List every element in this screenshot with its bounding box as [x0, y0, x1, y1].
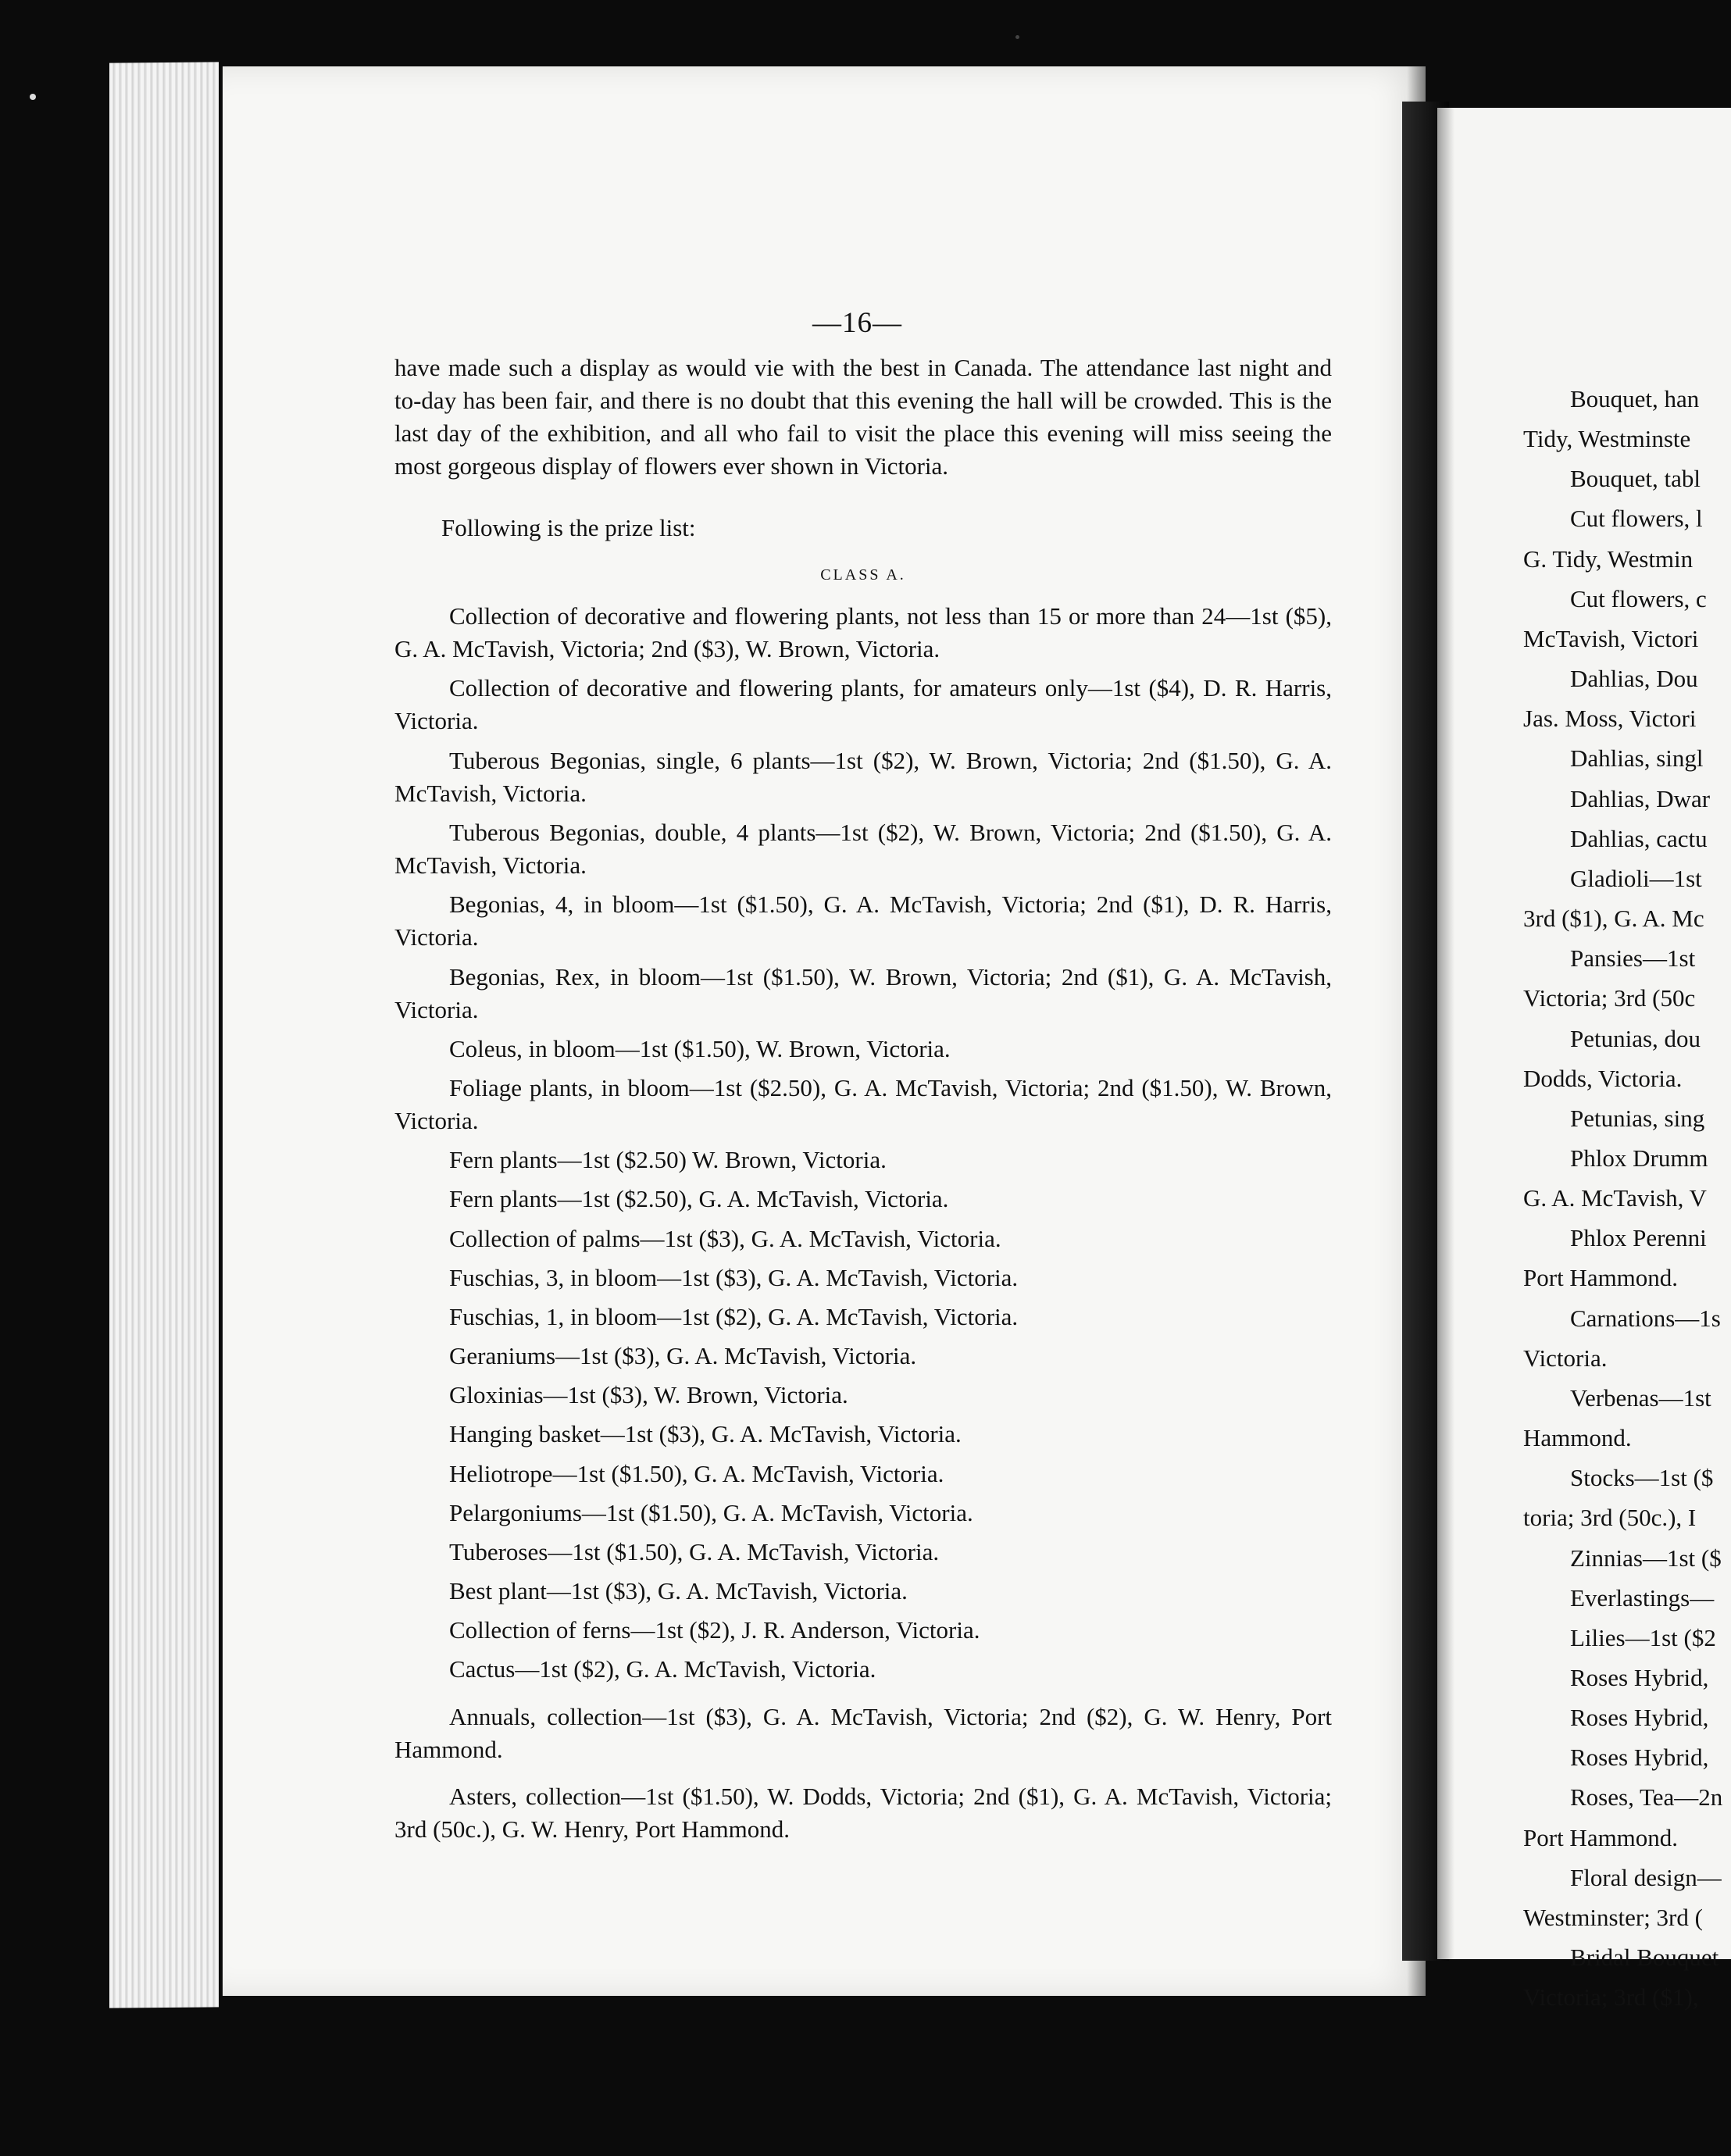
class-heading: CLASS A. [820, 566, 906, 584]
right-line: Floral design— [1570, 1863, 1722, 1891]
right-line: Roses Hybrid, [1570, 1704, 1709, 1732]
right-line: toria; 3rd (50c.), I [1523, 1504, 1697, 1532]
right-line: Dahlias, singl [1570, 744, 1704, 773]
right-line: Carnations—1s [1570, 1304, 1721, 1332]
prize-entry: Hanging basket—1st ($3), G. A. McTavish, Victoria. [449, 1420, 962, 1448]
prize-entry: Fern plants—1st ($2.50) W. Brown, Victoria. [449, 1146, 887, 1174]
prize-entry: Collection of ferns—1st ($2), J. R. Anderson, Victoria. [449, 1616, 980, 1644]
right-line: Pansies—1st [1570, 944, 1696, 973]
prize-entry: Collection of palms—1st ($3), G. A. McTavish, Victoria. [449, 1224, 1001, 1252]
right-line: Cut flowers, c [1570, 584, 1707, 612]
book-page-edges [109, 62, 219, 2008]
prize-entry: Gloxinias—1st ($3), W. Brown, Victoria. [449, 1381, 848, 1409]
right-line: Roses Hybrid, [1570, 1744, 1709, 1772]
right-line: Verbenas—1st [1570, 1383, 1711, 1412]
prize-entry: Begonias, 4, in bloom—1st ($1.50), G. A. McTavish, Victoria; 2nd ($1), D. R. Harris, Victoria. [394, 891, 1332, 951]
right-line: Tidy, Westminste [1523, 425, 1691, 453]
prize-entry: Tuberous Begonias, single, 6 plants—1st ($2), W. Brown, Victoria; 2nd ($1.50), G. A. McTavish, Victoria. [394, 746, 1332, 807]
right-line: Victoria; 3rd ($1), [1523, 1983, 1699, 2011]
intro-paragraph: have made such a display as would vie with the best in Canada. The attendance last night and to-day has been fair, and there is no doubt that this evening the hall will be crowded. This is the last day of the exhibition, and all who fail to visit the place this evening will miss seeing the most gorgeous display of flowers ever shown in Victoria. [394, 354, 1332, 480]
right-line: Roses, Tea—2n [1570, 1783, 1723, 1812]
prize-entry: Geraniums—1st ($3), G. A. McTavish, Victoria. [449, 1342, 917, 1370]
right-line: Hammond. [1523, 1424, 1632, 1452]
right-line: Victoria; 3rd (50c [1523, 984, 1696, 1012]
dust-speck [1015, 35, 1019, 39]
right-line: 3rd ($1), G. A. Mc [1523, 905, 1704, 933]
right-line: Bouquet, tabl [1570, 465, 1701, 493]
prize-entry: Begonias, Rex, in bloom—1st ($1.50), W. Brown, Victoria; 2nd ($1), G. A. McTavish, Victoria. [394, 962, 1332, 1023]
prize-entry: Foliage plants, in bloom—1st ($2.50), G. A. McTavish, Victoria; 2nd ($1.50), W. Brown, Victoria. [394, 1074, 1332, 1135]
left-page-text [394, 352, 1332, 1852]
right-line: Victoria. [1523, 1344, 1608, 1372]
right-line: Phlox Drumm [1570, 1144, 1708, 1172]
prize-entry: Tuberous Begonias, double, 4 plants—1st ($2), W. Brown, Victoria; 2nd ($1.50), G. A. McTavish, Victoria. [394, 818, 1332, 880]
right-line: Westminster; 3rd ( [1523, 1903, 1703, 1931]
right-line: Everlastings— [1570, 1583, 1715, 1612]
right-line: McTavish, Victori [1523, 624, 1699, 652]
right-line: Jas. Moss, Victori [1523, 705, 1697, 733]
prize-entry: Pelargoniums—1st ($1.50), G. A. McTavish, Victoria. [449, 1498, 973, 1526]
right-line: G. Tidy, Westmin [1523, 544, 1694, 573]
right-line: Stocks—1st ($ [1570, 1464, 1714, 1492]
right-line: Dodds, Victoria. [1523, 1064, 1683, 1092]
right-line: Phlox Perenni [1570, 1224, 1707, 1252]
prize-entry: Tuberoses—1st ($1.50), G. A. McTavish, Victoria. [449, 1537, 940, 1565]
prize-entry: Heliotrope—1st ($1.50), G. A. McTavish, Victoria. [449, 1459, 944, 1487]
prize-entry: Annuals, collection—1st ($3), G. A. McTavish, Victoria; 2nd ($2), G. W. Henry, Port Hammond. [394, 1702, 1332, 1763]
prize-entry: Collection of decorative and flowering plants, for amateurs only—1st ($4), D. R. Harris, Victoria. [394, 674, 1332, 735]
right-line: Lilies—1st ($2 [1570, 1623, 1716, 1651]
right-page-text [1523, 383, 1731, 2021]
right-line: Petunias, sing [1570, 1104, 1705, 1132]
prize-entry: Cactus—1st ($2), G. A. McTavish, Victoria. [449, 1655, 876, 1683]
prize-entry: Coleus, in bloom—1st ($1.50), W. Brown, Victoria. [449, 1034, 951, 1062]
prize-entry: Best plant—1st ($3), G. A. McTavish, Victoria. [449, 1577, 908, 1605]
right-line: G. A. McTavish, V [1523, 1184, 1707, 1212]
prize-list-intro: Following is the prize list: [441, 513, 696, 541]
right-line: Dahlias, cactu [1570, 824, 1708, 852]
prize-entry: Fuschias, 1, in bloom—1st ($2), G. A. McTavish, Victoria. [449, 1302, 1019, 1330]
dust-speck [30, 94, 36, 100]
right-line: Zinnias—1st ($ [1570, 1544, 1722, 1572]
right-line: Cut flowers, l [1570, 505, 1703, 533]
right-line: Bridal Bouquet [1570, 1944, 1719, 1972]
right-line: Petunias, dou [1570, 1024, 1701, 1052]
right-line: Bouquet, han [1570, 385, 1700, 412]
right-line: Port Hammond. [1523, 1823, 1679, 1851]
prize-entry: Asters, collection—1st ($1.50), W. Dodds, Victoria; 2nd ($1), G. A. McTavish, Victoria; 3rd (50c.), G. W. Henry, Port Hammond. [394, 1782, 1332, 1843]
right-line: Roses Hybrid, [1570, 1664, 1709, 1691]
prize-entry: Fern plants—1st ($2.50), G. A. McTavish, Victoria. [449, 1185, 949, 1213]
prize-entry: Fuschias, 3, in bloom—1st ($3), G. A. McTavish, Victoria. [449, 1263, 1019, 1291]
right-line: Dahlias, Dou [1570, 665, 1698, 693]
right-line: Dahlias, Dwar [1570, 784, 1711, 812]
right-line: Port Hammond. [1523, 1264, 1679, 1292]
right-line: Gladioli—1st [1570, 864, 1702, 892]
page-number: —16— [812, 307, 902, 339]
prize-entry: Collection of decorative and flowering plants, not less than 15 or more than 24—1st ($5), G. A. McTavish, Victoria; 2nd ($3), W. Brown, Victoria. [394, 601, 1332, 663]
